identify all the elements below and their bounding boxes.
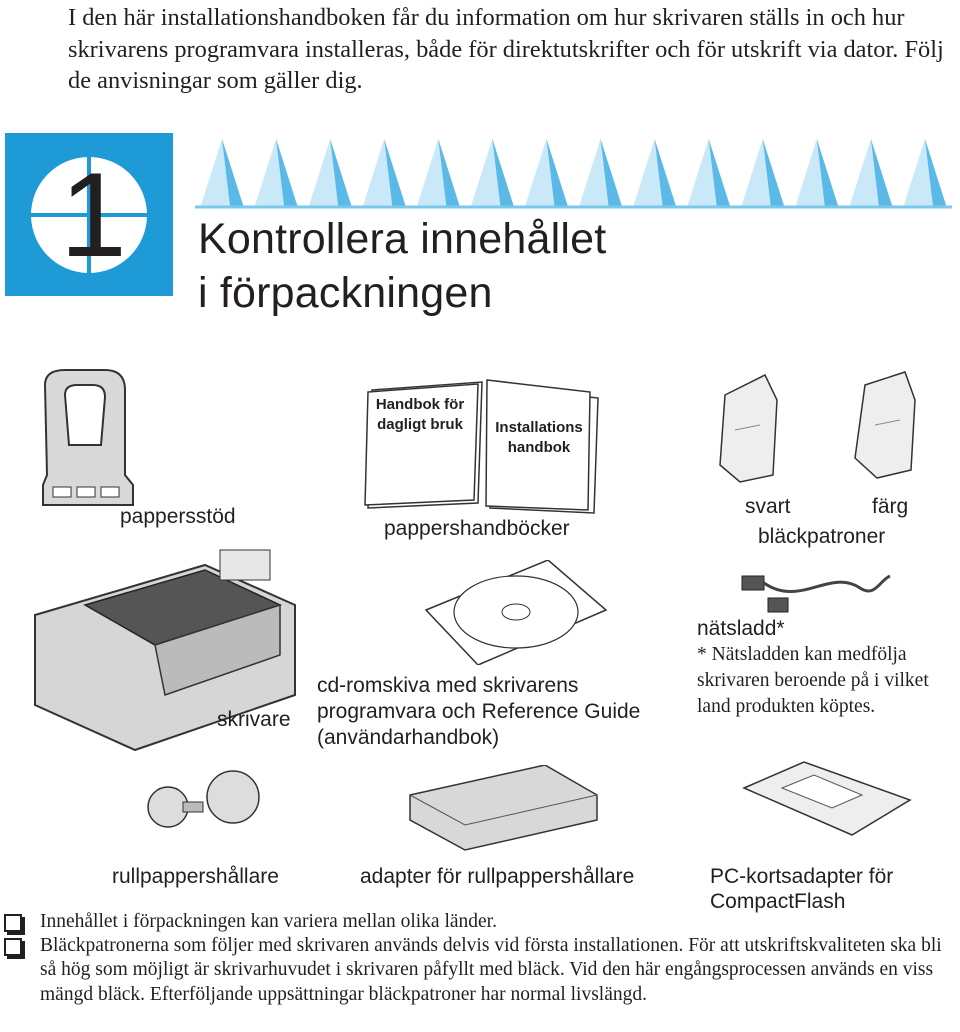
ink-cartridges-illustration (715, 370, 925, 485)
intro-paragraph: I den här installationshandboken får du information om hur skrivaren ställs in och hur skrivarens programvara installeras, både för direktutskrifter och för utskrift via dator. Följ de anvisningar som gäller dig. (68, 4, 944, 94)
cdrom-label: cd-romskiva med skrivarens programvara och Reference Guide (användarhandbok) (317, 674, 641, 749)
power-cord-note: * Nätsladden kan medfölja skrivaren beroende på i vilket land produkten köptes. (697, 644, 929, 717)
note-item (40, 910, 955, 934)
section-title (198, 212, 606, 320)
section-title-line2: i förpackningen (198, 269, 493, 317)
power-cord-illustration (740, 568, 895, 618)
cartridges-label: bläckpatroner (758, 525, 886, 548)
checkbox-bullet-icon (4, 914, 22, 932)
note-text: Bläckpatronerna som följer med skrivaren används delvis vid första installationen. För att utskriftskvaliteten ska bli så hög som möjligt är skrivarhuvudet i skrivaren påfyllt med bläck. Vid den här engångsprocessen används en viss mängd bläck. Efterföljande uppsättningar bläckpatroner har normal livslängd. (40, 935, 942, 1005)
booklet-daily-title: Handbok för dagligt bruk (375, 396, 465, 433)
roll-holder-label: rullpappershållare (112, 865, 279, 888)
black-cartridge-label: svart (745, 495, 791, 518)
printer-label: skrivare (217, 708, 291, 731)
booklet-install-title: Installations handbok (495, 419, 583, 456)
color-cartridge-label: färg (872, 495, 909, 518)
manuals-label: pappershandböcker (384, 517, 570, 540)
paper-support-illustration (35, 365, 135, 515)
step-number: 1 (60, 148, 127, 282)
power-cord-label: nätsladd* (697, 617, 785, 640)
package-notes (40, 910, 955, 1007)
section-title-line1: Kontrollera innehållet (198, 215, 607, 263)
note-text: Innehållet i förpackningen kan variera mellan olika länder. (40, 911, 497, 932)
roll-adapter-label: adapter för rullpappershållare (360, 865, 635, 888)
roll-adapter-illustration (405, 765, 600, 855)
note-item (40, 934, 955, 1007)
roll-holder-illustration (143, 762, 263, 852)
cdrom-illustration (418, 560, 608, 665)
checkbox-bullet-icon (4, 938, 22, 956)
paper-support-label: pappersstöd (120, 505, 236, 528)
pc-card-adapter-label: PC-kortsadapter för CompactFlash (710, 865, 894, 913)
decorative-triangle-strip (195, 133, 952, 211)
pc-card-adapter-illustration (742, 760, 912, 840)
